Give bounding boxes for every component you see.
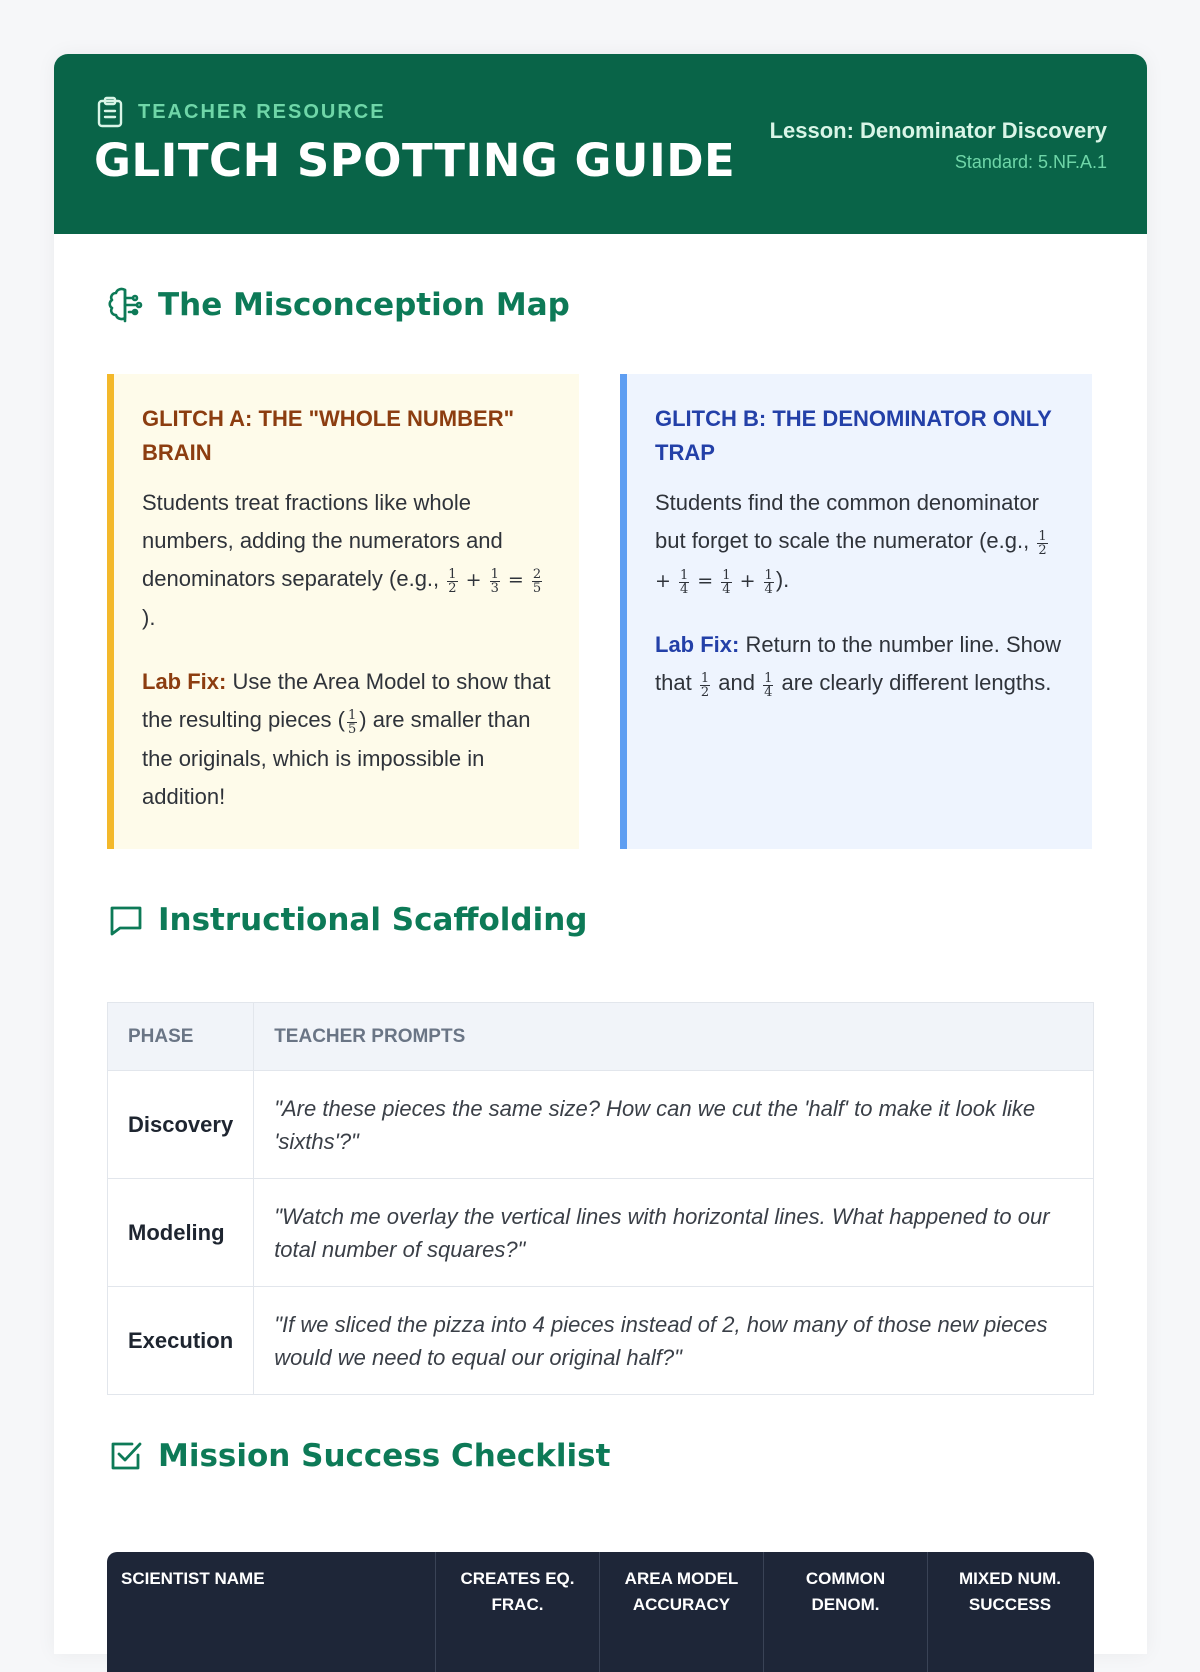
glitch-b-equation: $\frac{1}{2}$ + $\frac{1}{4}$ = $\frac{1}{4}$ + $\frac{1}{4}$ <box>655 528 1047 597</box>
checkbox-icon <box>108 1438 144 1474</box>
scaffolding-table <box>107 1002 1094 1395</box>
misconception-map-title: The Misconception Map <box>158 287 570 323</box>
lesson-name: Lesson: Denominator Discovery <box>769 118 1107 143</box>
table-header-row <box>108 1003 1094 1071</box>
column-header-scientist-name: SCIENTIST NAME <box>107 1552 436 1672</box>
checklist-heading <box>108 1438 610 1474</box>
glitch-b-title: GLITCH B: THE DENOMINATOR ONLY TRAP <box>655 406 1052 465</box>
phase-cell: Discovery <box>108 1071 254 1179</box>
lesson-standard: Standard: 5.NF.A.1 <box>954 152 1107 172</box>
glitch-b-description: Students find the common denominator but forget to scale the numerator (e.g., <box>655 490 1040 553</box>
glitch-b-fix-text-2: are clearly different lengths. <box>781 670 1052 695</box>
prompt-cell: "Are these pieces the same size? How can we cut the 'half' to make it look like 'sixths'?" <box>254 1071 1094 1179</box>
glitch-b-fix-label: Lab Fix: <box>655 632 740 657</box>
chat-bubble-icon <box>108 902 144 938</box>
eyebrow <box>96 96 386 128</box>
column-header-common-denom: COMMON DENOM. <box>764 1552 928 1672</box>
column-header-area-model-accuracy: AREA MODEL ACCURACY <box>600 1552 764 1672</box>
table-row <box>108 1071 1094 1179</box>
table-row <box>108 1287 1094 1395</box>
column-header-prompts: TEACHER PROMPTS <box>254 1003 1094 1071</box>
lesson-info <box>770 118 1107 173</box>
phase-cell: Execution <box>108 1287 254 1395</box>
glitch-a-title: GLITCH A: THE "WHOLE NUMBER" BRAIN <box>142 406 515 465</box>
scaffolding-heading <box>108 902 588 938</box>
glitch-a-fix: Lab Fix: Use the Area Model to show that the resulting pieces ( $\frac{1}{5}$ ) are smaller than the originals, which is impossible in addition! <box>142 669 551 809</box>
brain-icon <box>108 286 144 324</box>
glitch-a-description: Students treat fractions like whole numbers, adding the numerators and denominators separately (e.g., <box>142 490 503 591</box>
guide-sheet <box>54 54 1147 1654</box>
glitch-b-fix: Lab Fix: Return to the number line. Show that $\frac{1}{2}$ and $\frac{1}{4}$ are clearly different lengths. <box>655 632 1061 700</box>
glitch-b-card <box>620 374 1092 849</box>
eyebrow-label: TEACHER RESOURCE <box>138 100 386 123</box>
glitch-a-equation: $\frac{1}{2}$ + $\frac{1}{3}$ = $\frac{2}{5}$ <box>448 566 542 596</box>
glitch-a-fix-text-1: Use the Area Model to show that the resulting pieces ( <box>142 669 551 732</box>
glitch-b-fix-text-1: Return to the number line. Show that <box>655 632 1061 695</box>
phase-cell: Modeling <box>108 1179 254 1287</box>
column-header-phase: PHASE <box>108 1003 254 1071</box>
column-header-mixed-num-success: MIXED NUM. SUCCESS <box>959 1569 1061 1614</box>
prompt-cell: "If we sliced the pizza into 4 pieces instead of 2, how many of those new pieces would we need to equal our original half?" <box>254 1287 1094 1395</box>
checklist-table-header <box>107 1552 1094 1672</box>
glitch-b-text: Students find the common denominator but forget to scale the numerator (e.g., $\frac{1}{2}$ + $\frac{1}{4}$ = $\frac{1}{4}$ + $\frac{1}{4}$ ). <box>655 484 1064 600</box>
scaffolding-title: Instructional Scaffolding <box>158 902 588 938</box>
guide-header <box>54 54 1147 234</box>
glitch-a-fix-text-2: ) are smaller than the originals, which is impossible in addition! <box>142 707 531 809</box>
glitch-a-text: Students treat fractions like whole numbers, adding the numerators and denominators separately (e.g., $\frac{1}{2}$ + $\frac{1}{3}$ = $\frac{2}{5}$ ). <box>142 484 551 637</box>
page-title: GLITCH SPOTTING GUIDE <box>94 134 736 187</box>
prompt-cell: "Watch me overlay the vertical lines with horizontal lines. What happened to our total number of squares?" <box>254 1179 1094 1287</box>
table-row <box>108 1179 1094 1287</box>
column-header-creates-eq-frac: CREATES EQ. FRAC. <box>436 1552 600 1672</box>
misconception-map-heading <box>108 286 570 324</box>
glitch-a-fix-label: Lab Fix: <box>142 669 227 694</box>
clipboard-icon <box>96 96 124 128</box>
glitch-a-card <box>107 374 579 849</box>
checklist-title: Mission Success Checklist <box>158 1438 611 1474</box>
glitch-b-fix-and: and <box>718 670 755 695</box>
